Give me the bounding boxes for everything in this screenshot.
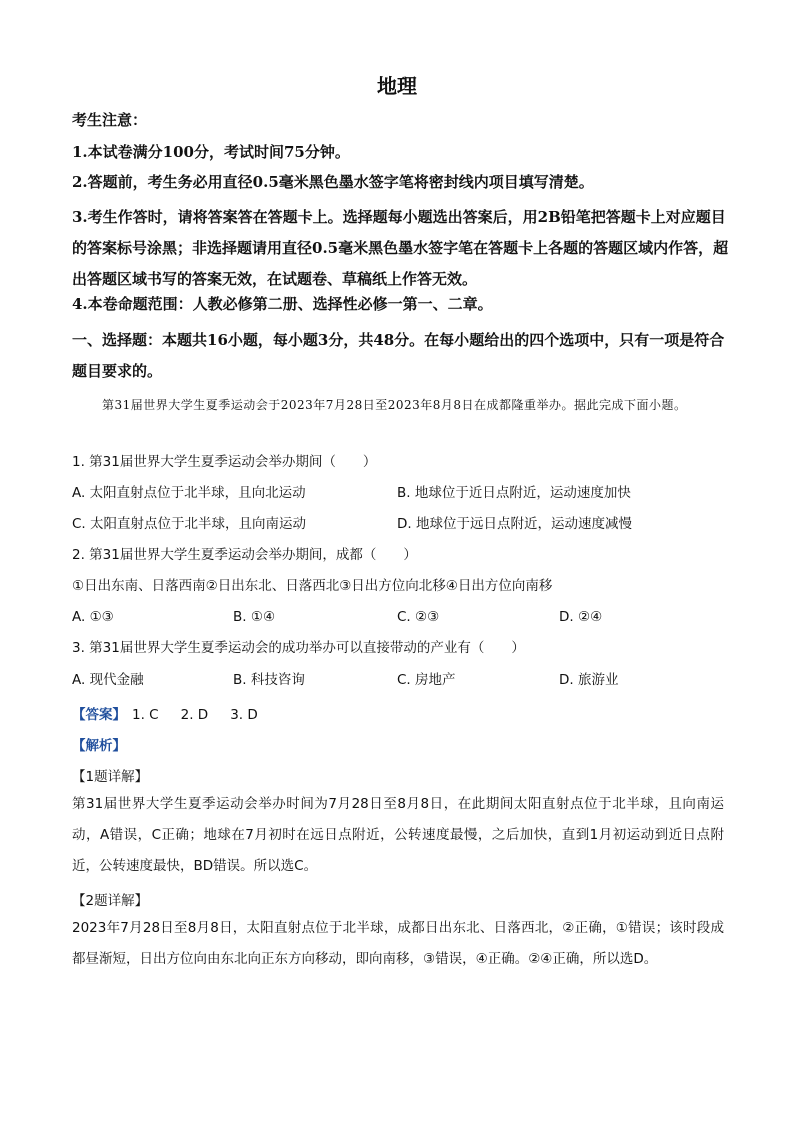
answer-item: 1. C — [132, 707, 159, 723]
question-2-option-d: D. ②④ — [559, 609, 603, 625]
question-3-option-c: C. 房地产 — [397, 672, 456, 688]
question-2-statements: ①日出东南、日落西南②日出东北、日落西北③日出方位向北移④日出方位向南移 — [72, 578, 553, 594]
question-3-option-b: B. 科技咨询 — [233, 672, 305, 688]
question-2-option-b: B. ①④ — [233, 609, 276, 625]
question-3-option-a: A. 现代金融 — [72, 672, 144, 688]
question-1-option-c: C. 太阳直射点位于北半球，且向南运动 — [72, 516, 307, 532]
section-heading: 一、选择题：本题共16小题，每小题3分，共48分。在每小题给出的四个选项中，只有一项是符合题目要求的。 — [72, 331, 725, 380]
answer-item: 3. D — [230, 707, 258, 723]
question-2-stem: 2. 第31届世界大学生夏季运动会举办期间，成都（ ） — [72, 547, 417, 563]
question-1-option-d: D. 地球位于远日点附近，运动速度减慢 — [397, 516, 632, 532]
question-2-option-c: C. ②③ — [397, 609, 440, 625]
detail-2-text: 2023年7月28日至8月8日，太阳直射点位于北半球，成都日出东北、日落西北，②正确，①错误；该时段成都昼渐短，日出方位向由东北向正东方向移动，即向南移，③错误，④正确。②④正确，所以选D。 — [72, 920, 724, 967]
detail-2-heading: 【2题详解】 — [72, 893, 149, 909]
notice-item-1: 1.本试卷满分100分，考试时间75分钟。 — [72, 143, 350, 161]
question-3-stem: 3. 第31届世界大学生夏季运动会的成功举办可以直接带动的产业有（ ） — [72, 640, 525, 656]
answer-line — [72, 703, 258, 723]
question-1-option-b: B. 地球位于近日点附近，运动速度加快 — [397, 485, 631, 501]
question-1-option-a: A. 太阳直射点位于北半球，且向北运动 — [72, 485, 306, 501]
notice-item-2: 2.答题前，考生务必用直径0.5毫米黑色墨水签字笔将密封线内项目填写清楚。 — [72, 173, 594, 191]
notice-item-4: 4.本卷命题范围：人教必修第二册、选择性必修一第一、二章。 — [72, 295, 493, 313]
detail-1-text: 第31届世界大学生夏季运动会举办时间为7月28日至8月8日，在此期间太阳直射点位于北半球，且向南运动，A错误，C正确；地球在7月初时在远日点附近，公转速度最慢，之后加快，直到1月初运动到近日点附近，公转速度最快，BD错误。所以选C。 — [72, 796, 724, 874]
question-group-intro: 第31届世界大学生夏季运动会于2023年7月28日至2023年8月8日在成都隆重举办。据此完成下面小题。 — [102, 398, 687, 412]
question-3-option-d: D. 旅游业 — [559, 672, 619, 688]
analysis-label: 【解析】 — [72, 738, 126, 754]
answer-label: 【答案】 — [72, 707, 126, 723]
question-2-option-a: A. ①③ — [72, 609, 114, 625]
question-1-stem: 1. 第31届世界大学生夏季运动会举办期间（ ） — [72, 454, 377, 470]
notice-item-3: 3.考生作答时，请将答案答在答题卡上。选择题每小题选出答案后，用2B铅笔把答题卡上对应题目的答案标号涂黑；非选择题请用直径0.5毫米黑色墨水签字笔在答题卡上各题的答题区域内作答，超出答题区域书写的答案无效，在试题卷、草稿纸上作答无效。 — [72, 208, 729, 288]
detail-1-heading: 【1题详解】 — [72, 769, 149, 785]
notice-heading: 考生注意： — [72, 111, 148, 129]
answer-item: 2. D — [180, 707, 209, 723]
page-title: 地理 — [377, 74, 417, 98]
